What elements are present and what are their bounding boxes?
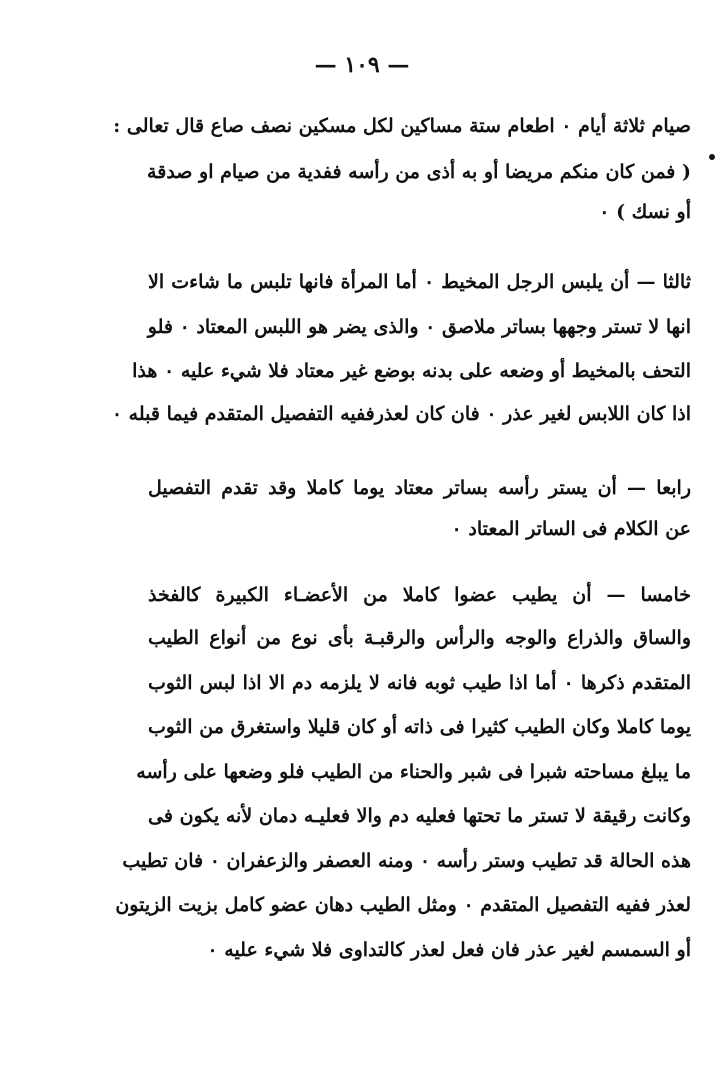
text-line: ما يبلغ مساحته شبرا فى شبر والحناء من الطيب فلو وضعها على رأسه (136, 761, 691, 783)
text-line: انها لا تستر وجهها بساتر ملاصق ٠ والذى يضر هو اللبس المعتاد ٠ فلو (147, 316, 691, 338)
text-line: رابعا — أن يستر رأسه بساتر معتاد يوما كاملا وقد تقدم التفصيل (148, 477, 691, 499)
text-line: يوما كاملا وكان الطيب كثيرا فى ذاته أو كان قليلا واستغرق من الثوب (148, 716, 691, 738)
text-line: صيام ثلاثة أيام ٠ اطعام ستة مساكين لكل مسكين نصف صاع قال تعالى : (113, 115, 691, 137)
text-line: أو نسك ) ٠ (599, 201, 691, 223)
text-line: وكانت رقيقة لا تستر ما تحتها فعليه دم والا فعليـه دمان لأنه يكون فى (148, 805, 691, 827)
text-line: خامسا — أن يطيب عضوا كاملا من الأعضـاء الكبيرة كالفخذ (148, 584, 691, 606)
page-number: — ١٠٩ — (314, 52, 410, 78)
text-line: ثالثا — أن يلبس الرجل المخيط ٠ أما المرأة فانها تلبس ما شاءت الا (148, 271, 691, 293)
margin-mark (709, 154, 715, 160)
text-line: اذا كان اللابس لغير عذر ٠ فان كان لعذرففيه التفصيل المتقدم فيما قبله ٠ (111, 403, 691, 425)
text-line: التحف بالمخيط أو وضعه على بدنه بوضع غير معتاد فلا شيء عليه ٠ هذا (132, 360, 691, 382)
text-line: المتقدم ذكرها ٠ أما اذا طيب ثوبه فانه لا يلزمه دم الا اذا لبس الثوب (148, 672, 691, 694)
text-line: لعذر ففيه التفصيل المتقدم ٠ ومثل الطيب دهان عضو كامل بزيت الزيتون (115, 894, 691, 916)
text-line: هذه الحالة قد تطيب وستر رأسه ٠ ومنه العصفر والزعفران ٠ فان تطيب (122, 850, 691, 872)
text-line: أو السمسم لغير عذر فان فعل لعذر كالتداوى فلا شيء عليه ٠ (207, 939, 691, 961)
text-line: والساق والذراع والوجه والرأس والرقبـة بأى نوع من أنواع الطيب (148, 627, 691, 649)
text-line: عن الكلام فى الساتر المعتاد ٠ (451, 518, 691, 540)
text-line: ( فمن كان منكم مريضا أو به أذى من رأسه ففدية من صيام او صدقة (147, 161, 691, 183)
